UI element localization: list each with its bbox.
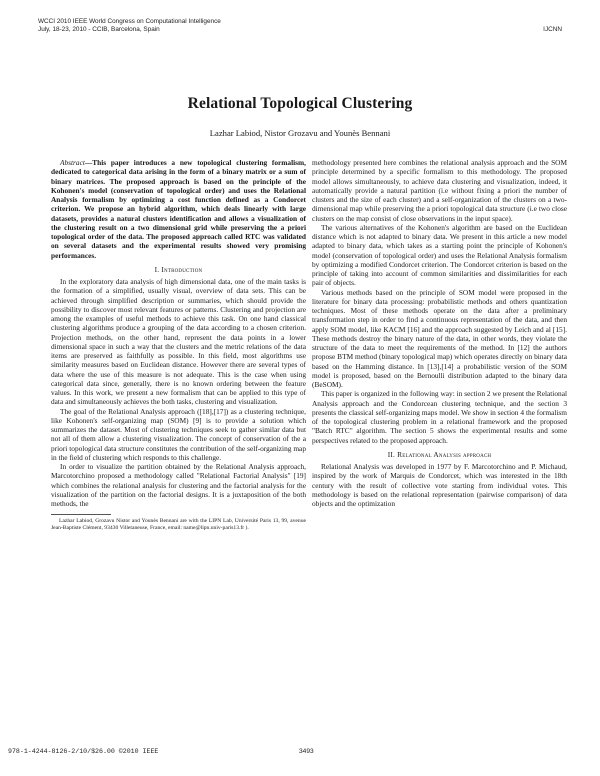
author-footnote: Lazhar Labiod, Grozavu Nistor and Younès Bennani are with the LIPN Lab, Université Paris 13, 99, avenue Jean-Baptiste Clément, 93430 Villetaneuse, France, email: name@lipn.univ-paris13.fr ). bbox=[51, 518, 306, 532]
section-heading-introduction: I. Introduction bbox=[154, 264, 203, 274]
conference-header bbox=[38, 18, 221, 34]
left-column bbox=[51, 158, 306, 532]
abstract bbox=[51, 158, 306, 260]
conference-name: WCCI 2010 IEEE World Congress on Computational Intelligence bbox=[38, 18, 221, 25]
track-label: IJCNN bbox=[543, 26, 562, 33]
paragraph: In the exploratory data analysis of high dimensional data, one of the main tasks is the formation of a simplified, usually visual, overview of data sets. This can be achieved through simplified description or summaries, which should provide the possibility to discover most relevant features or patterns. Clustering and projection are among the examples of useful methods to achieve this task. On one hand classical clustering algorithms produce a grouping of the data according to a chosen criterion. Projection methods, on the other hand, represent the data points in a lower dimensional space in such a way that the clusters and the metric relations of the data items are preserved as faithfully as possible. In this field, most algorithms use similarity measures based on Euclidean distance. However there are several types of data where the use of this measure is not adequate. This is the case when using categorical data since, generally, there is no known ordering between the feature values. In this work, we present a new formalism that can be applied to this type of data and simultaneously achieves the both tasks, clustering and visualization. bbox=[51, 277, 306, 407]
section-heading-relational-analysis: II. Relational Analysis approach bbox=[387, 449, 492, 459]
paragraph: Various methods based on the principle of SOM model were proposed in the literature for binary data processing: probabilistic methods and others quantization techniques. Most of these methods operate on the data after a preliminary transformation step in order to find a continuous representation of the data, and then apply SOM model, like KACM [16] and the approach suggested by Leich and al [15]. These methods destroy the binary nature of the data, in other words, they violate the structure of the data to meet the requirements of the method. In [12] the authors propose BTM method (binary topological map) which operates directly on binary data based on the Hamming distance. In [13],[14] a probabilistic version of the SOM model is proposed, based on the Bernoulli distribution adapted to the binary data (BeSOM). bbox=[312, 287, 567, 389]
paragraph: Relational Analysis was developed in 1977 by F. Marcotorchino and P. Michaud, inspired by the work of Marquis de Condorcet, which was interested in the 18th century with the result of collective vote starting from individual votes. This methodology is based on the relational representation (pairwise comparison) of data objects and the optimization bbox=[312, 462, 567, 508]
paragraph: In order to visualize the partition obtained by the Relational Analysis approach, Marcotorchino proposed a methodology called "Relational Factorial Analysis" [19] which combines the relational analysis for clustering and the factorial analysis for the visualization of the partition on the factorial designs. It is a juxtaposition of the both methods, the bbox=[51, 462, 306, 508]
abstract-label: Abstract bbox=[60, 158, 85, 167]
page-number: 3493 bbox=[299, 748, 314, 755]
right-column bbox=[312, 158, 567, 508]
conference-date-location: July, 18-23, 2010 - CCIB, Barcelona, Spain bbox=[38, 26, 160, 33]
paragraph: The various alternatives of the Kohonen's algorithm are based on the Euclidean distance which is not adapted to binary data. We present in this article a new model adapted to binary data, which takes as a starting point the principle of Kohonen's model (conservation of topological order) and uses the Relational Analysis formalism by optimizing a modified Condorcet criterion. The Condorcet criterion is based on the principle of taking into account of common similarities and dissimilarities for each pair of objects. bbox=[312, 222, 567, 288]
abstract-text: —This paper introduces a new topological clustering formalism, dedicated to categorical data arising in the form of a binary matrix or a sum of binary matrices. The proposed approach is based on the principle of the Kohonen's model (conservation of topological order) and uses the Relational Analysis formalism by optimizing a cost function defined as a Condorcet criterion. We propose an hybrid algorithm, which deals linearly with large datasets, provides a natural clusters identification and allows a visualization of the clustering result on a two dimensional grid while preserving the a priori topological order of the data. The proposed approach called RTC was validated on several datasets and the experimental results showed very promising performances. bbox=[51, 158, 306, 260]
paragraph: methodology presented here combines the relational analysis approach and the SOM principle determined by a specific formalism to this methodology. The proposed model allows simultaneously, to achieve data clustering and visualization, indeed, it automatically provide a natural partition (i.e without fixing a priori the number of clusters and the size of each cluster) and a self-organization of the clusters on a two-dimensional map while preserving the a priori topological data structure (i.e two close clusters on the map consist of close observations in the input space). bbox=[312, 158, 567, 223]
footnote-rule bbox=[51, 514, 111, 515]
paper-title: Relational Topological Clustering bbox=[187, 95, 413, 112]
isbn-copyright: 978-1-4244-8126-2/10/$26.00 ©2010 IEEE bbox=[8, 748, 159, 755]
paragraph: The goal of the Relational Analysis approach ([18],[17]) as a clustering technique, like Kohonen's self-organizing map (SOM) [9] is to provide a solution which summarizes the dataset. Most of clustering techniques seek to gather similar data but not all of them allow a clustering visualization. The concept of conservation of the a priori topological data structure constitutes the contribution of the self-organizing map in the field of clustering which responds to this challenge. bbox=[51, 406, 306, 462]
paragraph: This paper is organized in the following way: in section 2 we present the Relational Analysis approach and the Condorcean clustering technique, and the section 3 presents the classical self-organizing maps model. We show in section 4 the formalism of the topological clustering problem in a relational framework and the proposed "Batch RTC" algorithm. The section 5 shows the experimental results and some perspectives related to the proposed approach. bbox=[312, 389, 567, 445]
paper-authors: Lazhar Labiod, Nistor Grozavu and Younès Bennani bbox=[209, 128, 391, 138]
